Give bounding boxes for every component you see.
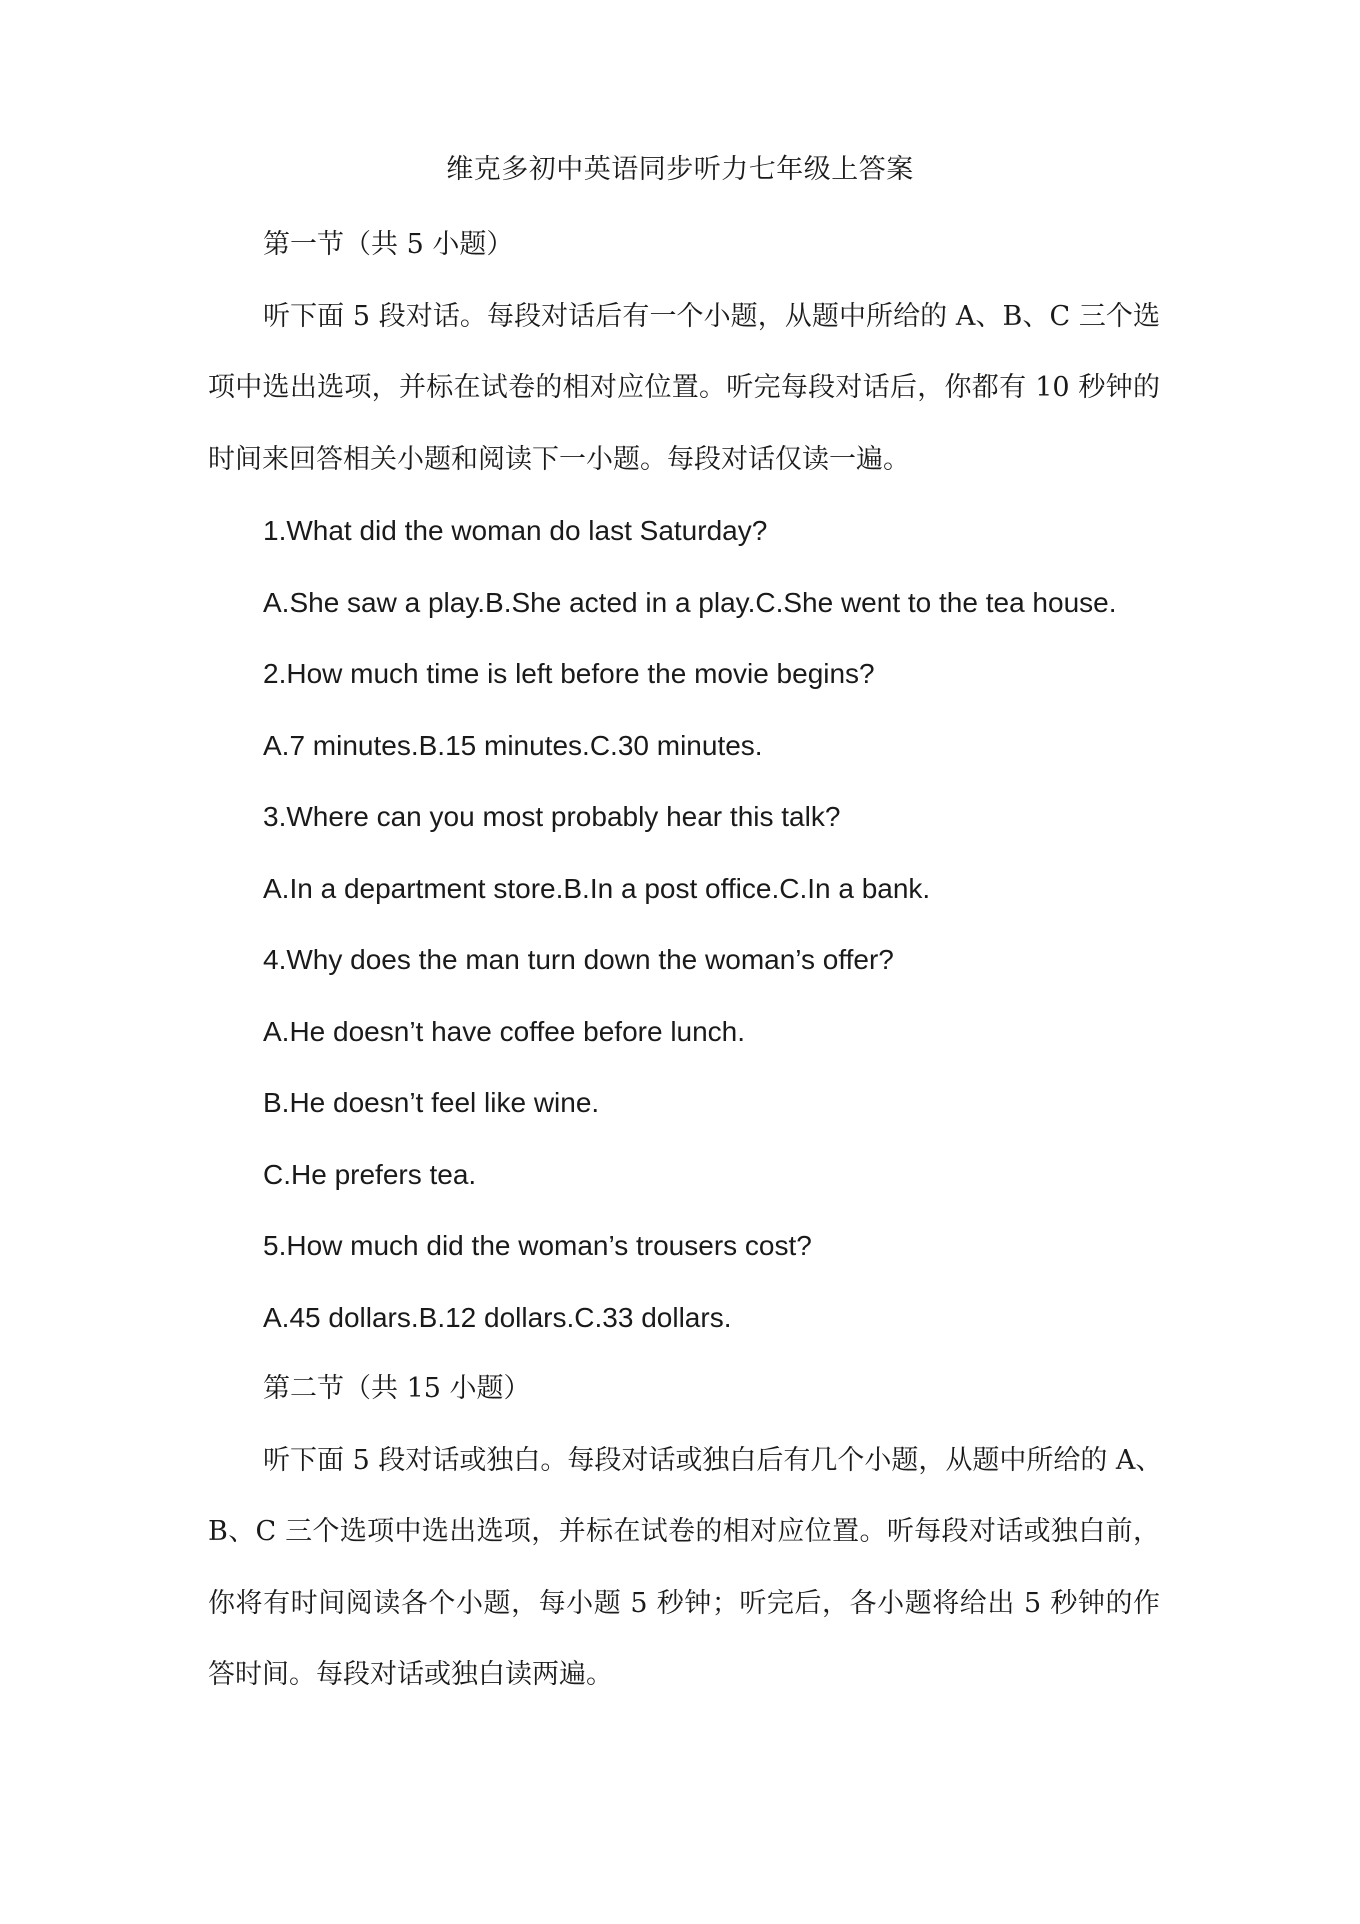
- section-2-heading: 第二节（共 15 小题）: [263, 1373, 531, 1404]
- question-4-option-a: A.He doesn’t have coffee before lunch.: [263, 1016, 746, 1047]
- question-2: 2.How much time is left before the movie begins?: [263, 658, 875, 689]
- question-1-options: A.She saw a play.B.She acted in a play.C.She went to the tea house.: [263, 587, 1117, 618]
- section-1-instruction-line-3: 时间来回答相关小题和阅读下一小题。每段对话仅读一遍。: [208, 444, 910, 475]
- section-1-instruction-line-2: 项中选出选项，并标在试卷的相对应位置。听完每段对话后，你都有 10 秒钟的: [208, 372, 1160, 403]
- question-5: 5.How much did the woman’s trousers cost?: [263, 1230, 812, 1261]
- question-4-option-c: C.He prefers tea.: [263, 1159, 477, 1190]
- section-2-instruction-line-1: 听下面 5 段对话或独白。每段对话或独白后有几个小题，从题中所给的 A、: [263, 1445, 1163, 1476]
- question-2-options: A.7 minutes.B.15 minutes.C.30 minutes.: [263, 730, 763, 761]
- section-2-instruction-line-3: 你将有时间阅读各个小题，每小题 5 秒钟；听完后，各小题将给出 5 秒钟的作: [208, 1588, 1160, 1619]
- question-3-options: A.In a department store.B.In a post office.C.In a bank.: [263, 873, 931, 904]
- section-1-heading: 第一节（共 5 小题）: [263, 229, 514, 260]
- question-3: 3.Where can you most probably hear this talk?: [263, 801, 841, 832]
- document-title: 维克多初中英语同步听力七年级上答案: [446, 154, 914, 185]
- question-4: 4.Why does the man turn down the woman’s offer?: [263, 944, 894, 975]
- section-2-instruction-line-2: B、C 三个选项中选出选项，并标在试卷的相对应位置。听每段对话或独白前，: [208, 1516, 1160, 1547]
- question-4-option-b: B.He doesn’t feel like wine.: [263, 1087, 600, 1118]
- question-1: 1.What did the woman do last Saturday?: [263, 515, 768, 546]
- question-5-options: A.45 dollars.B.12 dollars.C.33 dollars.: [263, 1302, 732, 1333]
- section-2-instruction-line-4: 答时间。每段对话或独白读两遍。: [208, 1659, 613, 1690]
- section-1-instruction-line-1: 听下面 5 段对话。每段对话后有一个小题，从题中所给的 A、B、C 三个选: [263, 301, 1160, 332]
